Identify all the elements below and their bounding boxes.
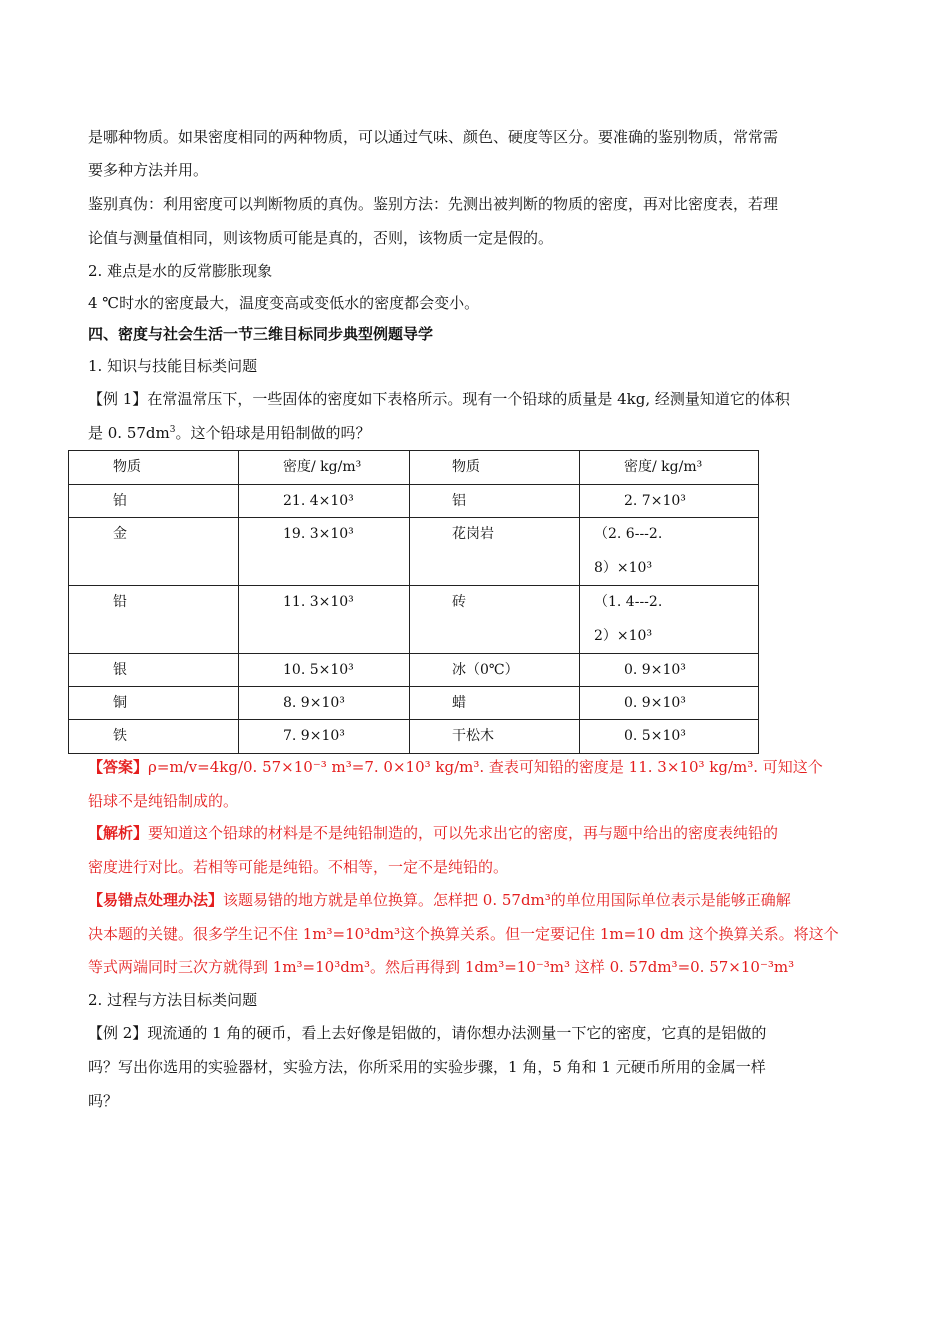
header-density: 密度/ kg/m³ (624, 459, 703, 475)
table-row (69, 586, 759, 654)
paragraph-line: 2. 难点是水的反常膨胀现象 (88, 262, 273, 280)
density-cell: 2. 7×10³ (624, 493, 686, 509)
density-cell: 0. 5×10³ (624, 728, 686, 744)
table-row (69, 687, 759, 720)
paragraph-line: 鉴别真伪：利用密度可以判断物质的真伪。鉴别方法：先测出被判断的物质的密度，再对比密度表，若理 (88, 195, 779, 213)
density-range-cell (580, 586, 758, 646)
density-cell: 19. 3×10³ (283, 526, 354, 542)
answer-text: ρ=m/v=4kg/0. 57×10⁻³ m³=7. 0×10³ kg/m³. 查表可知铅的密度是 11. 3×10³ kg/m³. 可知这个 (148, 758, 823, 776)
paragraph-line: 论值与测量值相同，则该物质可能是真的，否则，该物质一定是假的。 (88, 229, 554, 247)
example-2-tag: 【例 2】 (88, 1024, 148, 1042)
substance-cell: 铁 (113, 728, 127, 744)
example-1-tag: 【例 1】 (88, 390, 148, 408)
substance-cell: 铅 (113, 594, 127, 610)
mistake-text: 该题易错的地方就是单位换算。怎样把 0. 57dm³的单位用国际单位表示是能够正确解 (223, 891, 791, 909)
section-heading: 四、密度与社会生活一节三维目标同步典型例题导学 (88, 325, 434, 343)
example-2-line (88, 1023, 868, 1043)
table-header-row (69, 451, 759, 485)
density-cell: 10. 5×10³ (283, 662, 354, 678)
analysis-line (88, 823, 868, 843)
mistake-tag: 【易错点处理办法】 (88, 891, 224, 909)
substance-cell: 砖 (452, 594, 466, 610)
analysis-line-2: 密度进行对比。若相等可能是纯铅。不相等，一定不是纯铅的。 (88, 858, 509, 876)
density-cell: 21. 4×10³ (283, 493, 354, 509)
example-2-text: 现流通的 1 角的硬币，看上去好像是铝做的，请你想办法测量一下它的密度，它真的是铝做的 (147, 1024, 767, 1042)
example-2-line-2: 吗？写出你选用的实验器材，实验方法，你所采用的实验步骤，1 角，5 角和 1 元硬币所用的金属一样 (88, 1058, 766, 1076)
mistake-line-2: 决本题的关键。很多学生记不住 1m³=10³dm³这个换算关系。但一定要记住 1m=10 dm 这个换算关系。将这个 (88, 925, 839, 943)
analysis-tag: 【解析】 (88, 824, 149, 842)
answer-line (88, 757, 868, 777)
header-substance: 物质 (113, 459, 141, 475)
substance-cell: 铜 (113, 695, 127, 711)
header-density: 密度/ kg/m³ (283, 459, 362, 475)
substance-cell: 冰（0℃） (452, 662, 519, 678)
mistake-line (88, 890, 868, 910)
table-row (69, 720, 759, 754)
example-1-volume: 是 0. 57dm (88, 424, 170, 442)
density-cell: 7. 9×10³ (283, 728, 345, 744)
answer-tag: 【答案】 (88, 758, 149, 776)
subsection-heading: 1. 知识与技能目标类问题 (88, 357, 258, 375)
substance-cell: 花岗岩 (452, 526, 494, 542)
table-row (69, 485, 759, 518)
header-substance: 物质 (452, 459, 480, 475)
substance-cell: 干松木 (452, 728, 494, 744)
density-range-line-1: （2. 6---2. (594, 526, 663, 542)
substance-cell: 铝 (452, 493, 466, 509)
density-table (68, 450, 759, 754)
substance-cell: 铂 (113, 493, 127, 509)
density-range-cell (580, 518, 758, 578)
table-row (69, 654, 759, 687)
paragraph-line: 要多种方法并用。 (88, 161, 209, 179)
density-range-line-2: 8）×10³ (594, 560, 653, 576)
density-cell: 8. 9×10³ (283, 695, 345, 711)
paragraph-line: 是哪种物质。如果密度相同的两种物质，可以通过气味、颜色、硬度等区分。要准确的鉴别物质，常常需 (88, 128, 779, 146)
example-1-question: 。这个铅球是用铅制做的吗？ (175, 424, 371, 442)
paragraph-line: 4 ℃时水的密度最大，温度变高或变低水的密度都会变小。 (88, 294, 480, 312)
density-cell: 11. 3×10³ (283, 594, 354, 610)
example-2-line-3: 吗？ (88, 1092, 119, 1110)
density-range-line-2: 2）×10³ (594, 628, 653, 644)
substance-cell: 蜡 (452, 695, 466, 711)
substance-cell: 金 (113, 526, 127, 542)
example-1-line (88, 389, 868, 409)
example-1-line-2 (88, 423, 868, 443)
mistake-line-3: 等式两端同时三次方就得到 1m³=10³dm³。然后再得到 1dm³=10⁻³m³ 这样 0. 57dm³=0. 57×10⁻³m³ (88, 958, 795, 976)
subsection-heading: 2. 过程与方法目标类问题 (88, 991, 258, 1009)
example-1-text: 在常温常压下，一些固体的密度如下表格所示。现有一个铅球的质量是 4kg, 经测量知道它的体积 (147, 390, 790, 408)
analysis-text: 要知道这个铅球的材料是不是纯铅制造的，可以先求出它的密度，再与题中给出的密度表纯铅的 (148, 824, 779, 842)
table-row (69, 518, 759, 586)
answer-line-2: 铅球不是纯铅制成的。 (88, 792, 239, 810)
superscript: 3 (169, 425, 176, 435)
substance-cell: 银 (113, 662, 127, 678)
density-cell: 0. 9×10³ (624, 695, 686, 711)
density-range-line-1: （1. 4---2. (594, 594, 663, 610)
density-cell: 0. 9×10³ (624, 662, 686, 678)
